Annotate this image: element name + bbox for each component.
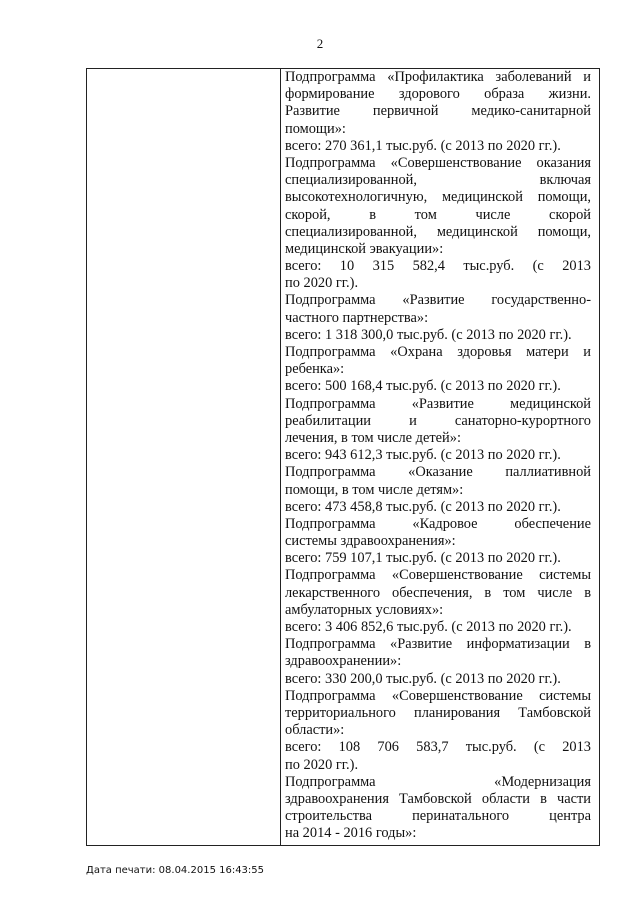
text-line: всего: 3 406 852,6 тыс.руб. (с 2013 по 2020 гг.). [285, 619, 572, 635]
document-table [86, 68, 600, 846]
text-line: всего: 108 706 583,7 тыс.руб. (с 2013 [285, 739, 591, 756]
text-line: лечения, в том числе детей»: [285, 429, 461, 446]
text-line: всего: 10 315 582,4 тыс.руб. (с 2013 [285, 258, 591, 275]
page-number: 2 [316, 36, 324, 51]
text-line: медицинской эвакуации»: [285, 240, 444, 257]
text-line: всего: 473 458,8 тыс.руб. (с 2013 по 2020 гг.). [285, 498, 561, 515]
text-line: всего: 330 200,0 тыс.руб. (с 2013 по 2020 гг.). [285, 670, 561, 687]
print-date-footer: Дата печати: 08.04.2015 16:43:55 [86, 865, 265, 876]
text-line: скорой, в том числе скорой [285, 206, 591, 223]
text-line: строительства перинатального центра [285, 808, 591, 825]
text-line: Подпрограмма «Развитие медицинской [285, 395, 591, 412]
text-line: Подпрограмма «Развитие информатизации в [285, 636, 591, 653]
text-line: по 2020 гг.). [285, 275, 359, 292]
text-line: Подпрограмма «Совершенствование системы [285, 567, 591, 584]
text-line: на 2014 - 2016 годы»: [285, 825, 417, 842]
text-line: здравоохранении»: [285, 653, 402, 670]
text-line: специализированной, включая [285, 172, 591, 189]
text-line: формирование здорового образа жизни. [285, 86, 591, 103]
left-cell-empty [87, 69, 280, 845]
text-line: помощи»: [285, 120, 346, 137]
text-line: Подпрограмма «Модернизация [285, 773, 591, 790]
text-line: Подпрограмма «Развитие государственно- [285, 292, 591, 309]
text-line: всего: 270 361,1 тыс.руб. (с 2013 по 2020 гг.). [285, 137, 561, 154]
text-line: частного партнерства»: [285, 309, 429, 326]
text-line: здравоохранения Тамбовской области в части [285, 790, 591, 807]
text-line: лекарственного обеспечения, в том числе в [285, 584, 591, 601]
text-line: Подпрограмма «Совершенствование системы [285, 687, 591, 704]
text-line: всего: 500 168,4 тыс.руб. (с 2013 по 2020 гг.). [285, 378, 561, 395]
text-line: по 2020 гг.). [285, 756, 359, 773]
text-line: всего: 943 612,3 тыс.руб. (с 2013 по 2020 гг.). [285, 447, 561, 464]
text-line: реабилитации и санаторно-курортного [285, 412, 591, 429]
text-line: специализированной, медицинской помощи, [285, 223, 591, 240]
text-line: Подпрограмма «Оказание паллиативной [285, 464, 591, 481]
text-line: Подпрограмма «Охрана здоровья матери и [285, 344, 591, 360]
text-line: Подпрограмма «Совершенствование оказания [285, 154, 591, 171]
text-line: помощи, в том числе детям»: [285, 481, 464, 498]
text-line: высокотехнологичную, медицинской помощи, [285, 189, 591, 206]
column-divider [280, 69, 281, 845]
text-line: территориального планирования Тамбовской [285, 704, 591, 721]
text-line: амбулаторных условиях»: [285, 601, 444, 618]
text-line: ребенка»: [285, 361, 345, 378]
text-line: Подпрограмма «Профилактика заболеваний и [285, 69, 591, 85]
right-cell-text [285, 69, 591, 842]
text-line: системы здравоохранения»: [285, 533, 456, 550]
text-line: всего: 759 107,1 тыс.руб. (с 2013 по 2020 гг.). [285, 550, 561, 567]
text-line: Подпрограмма «Кадровое обеспечение [285, 515, 591, 532]
text-line: области»: [285, 722, 345, 739]
text-line: Развитие первичной медико-санитарной [285, 103, 591, 120]
text-line: всего: 1 318 300,0 тыс.руб. (с 2013 по 2020 гг.). [285, 326, 572, 343]
